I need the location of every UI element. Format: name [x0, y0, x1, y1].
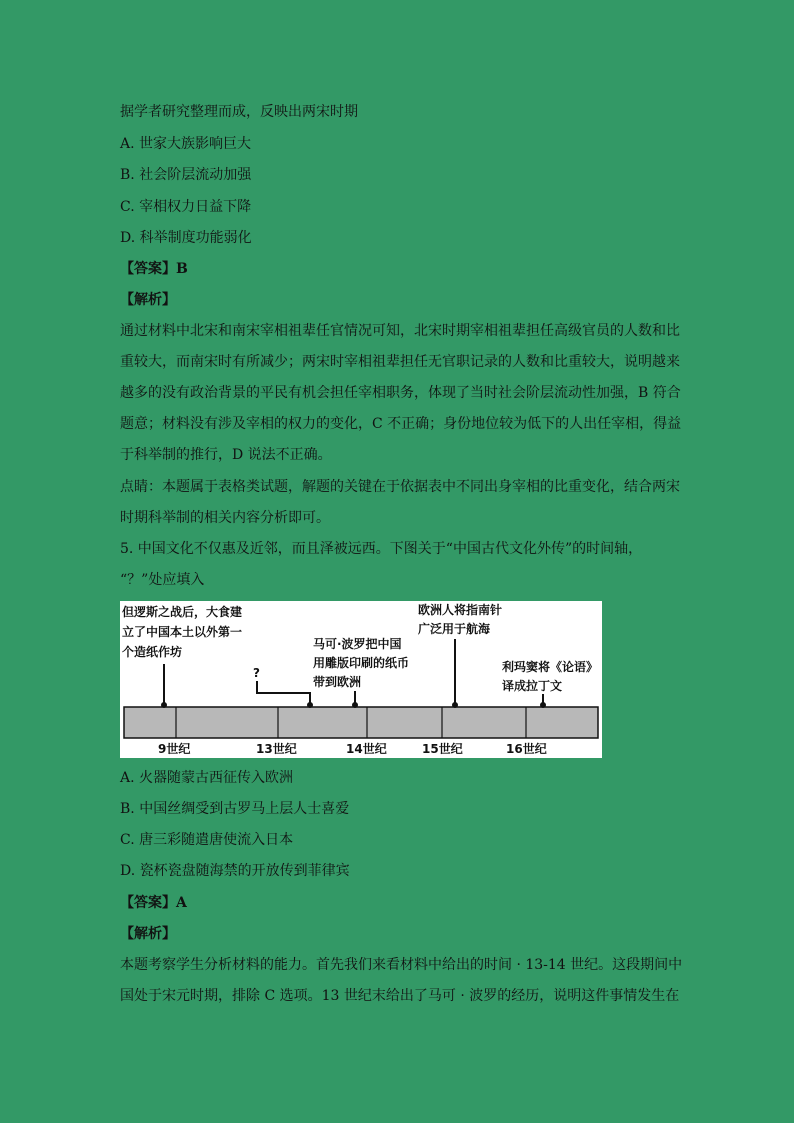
text-line: A. 火器随蒙古西征传入欧洲 — [120, 770, 294, 786]
text-line: 越多的没有政治背景的平民有机会担任宰相职务，体现了当时社会阶层流动性加强，B 符合 — [120, 385, 681, 401]
text-line: 题意；材料没有涉及宰相的权力的变化，C 不正确；身份地位较为低下的人出任宰相，得益 — [120, 416, 682, 432]
marker-dot-tang — [161, 702, 167, 708]
annotation-marco-1: 马可·波罗把中国 — [313, 637, 402, 651]
text-line: C. 宰相权力日益下降 — [120, 199, 252, 215]
text-line: 点睛：本题属于表格类试题，解题的关键在于依据表中不同出身宰相的比重变化，结合两宋 — [120, 479, 680, 495]
text-line: 5. 中国文化不仅惠及近邻，而且泽被远西。下图关于“中国古代文化外传”的时间轴， — [120, 541, 643, 557]
text-line: 重较大，而南宋时有所减少；两宋时宰相祖辈担任无官职记录的人数和比重较大，说明越来 — [120, 354, 680, 370]
marker-dot-ricci — [540, 702, 546, 708]
annotation-tang-3: 个造纸作坊 — [122, 645, 183, 659]
text-line: D. 科举制度功能弱化 — [120, 230, 252, 246]
text-line: 于科举制的推行，D 说法不正确。 — [120, 447, 332, 463]
text-line: A. 世家大族影响巨大 — [120, 136, 252, 152]
annotation-marco-2: 用雕版印刷的纸币 — [313, 656, 410, 670]
annotation-tang-1: 但逻斯之战后，大食建 — [122, 605, 243, 619]
marker-dot-compass — [452, 702, 458, 708]
text-line: 【解析】 — [120, 926, 176, 942]
annotation-marco-3: 带到欧洲 — [313, 675, 362, 689]
tick-15th-century: 15世纪 — [422, 742, 463, 756]
text-line: 据学者研究整理而成，反映出两宋时期 — [120, 104, 358, 120]
timeline-bar — [124, 707, 598, 738]
annotation-ricci-2: 译成拉丁文 — [502, 679, 563, 693]
annotation-tang-2: 立了中国本土以外第一 — [122, 625, 243, 639]
tick-9th-century: 9世纪 — [158, 742, 191, 756]
timeline-figure — [120, 601, 602, 758]
text-line: B. 中国丝绸受到古罗马上层人士喜爱 — [120, 801, 350, 817]
text-line: “？”处应填入 — [120, 572, 205, 588]
text-line: 国处于宋元时期，排除 C 选项。13 世纪末给出了马可 · 波罗的经历，说明这件事情发生在 — [120, 988, 680, 1004]
annotation-ricci-1: 利玛窦将《论语》 — [502, 660, 599, 674]
text-line: 【答案】A — [120, 895, 187, 911]
marker-dot-marco — [352, 702, 358, 708]
text-line: 【解析】 — [120, 292, 176, 308]
tick-13th-century: 13世纪 — [256, 742, 297, 756]
text-line: B. 社会阶层流动加强 — [120, 167, 252, 183]
text-line: 通过材料中北宋和南宋宰相祖辈任官情况可知，北宋时期宰相祖辈担任高级官员的人数和比 — [120, 323, 680, 339]
tick-14th-century: 14世纪 — [346, 742, 387, 756]
text-line: 【答案】B — [120, 261, 188, 277]
tick-16th-century: 16世纪 — [506, 742, 547, 756]
text-line: 本题考察学生分析材料的能力。首先我们来看材料中给出的时间 · 13-14 世纪。这段期间中 — [120, 957, 683, 973]
timeline-svg — [120, 601, 602, 758]
text-line: 时期科举制的相关内容分析即可。 — [120, 510, 330, 526]
annotation-compass-2: 广泛用于航海 — [418, 622, 491, 636]
annotation-question: ? — [253, 666, 260, 680]
marker-question — [257, 681, 310, 703]
text-line: C. 唐三彩随遣唐使流入日本 — [120, 832, 294, 848]
text-line: D. 瓷杯瓷盘随海禁的开放传到菲律宾 — [120, 863, 350, 879]
marker-dot-question — [307, 702, 313, 708]
annotation-compass-1: 欧洲人将指南针 — [418, 603, 503, 617]
